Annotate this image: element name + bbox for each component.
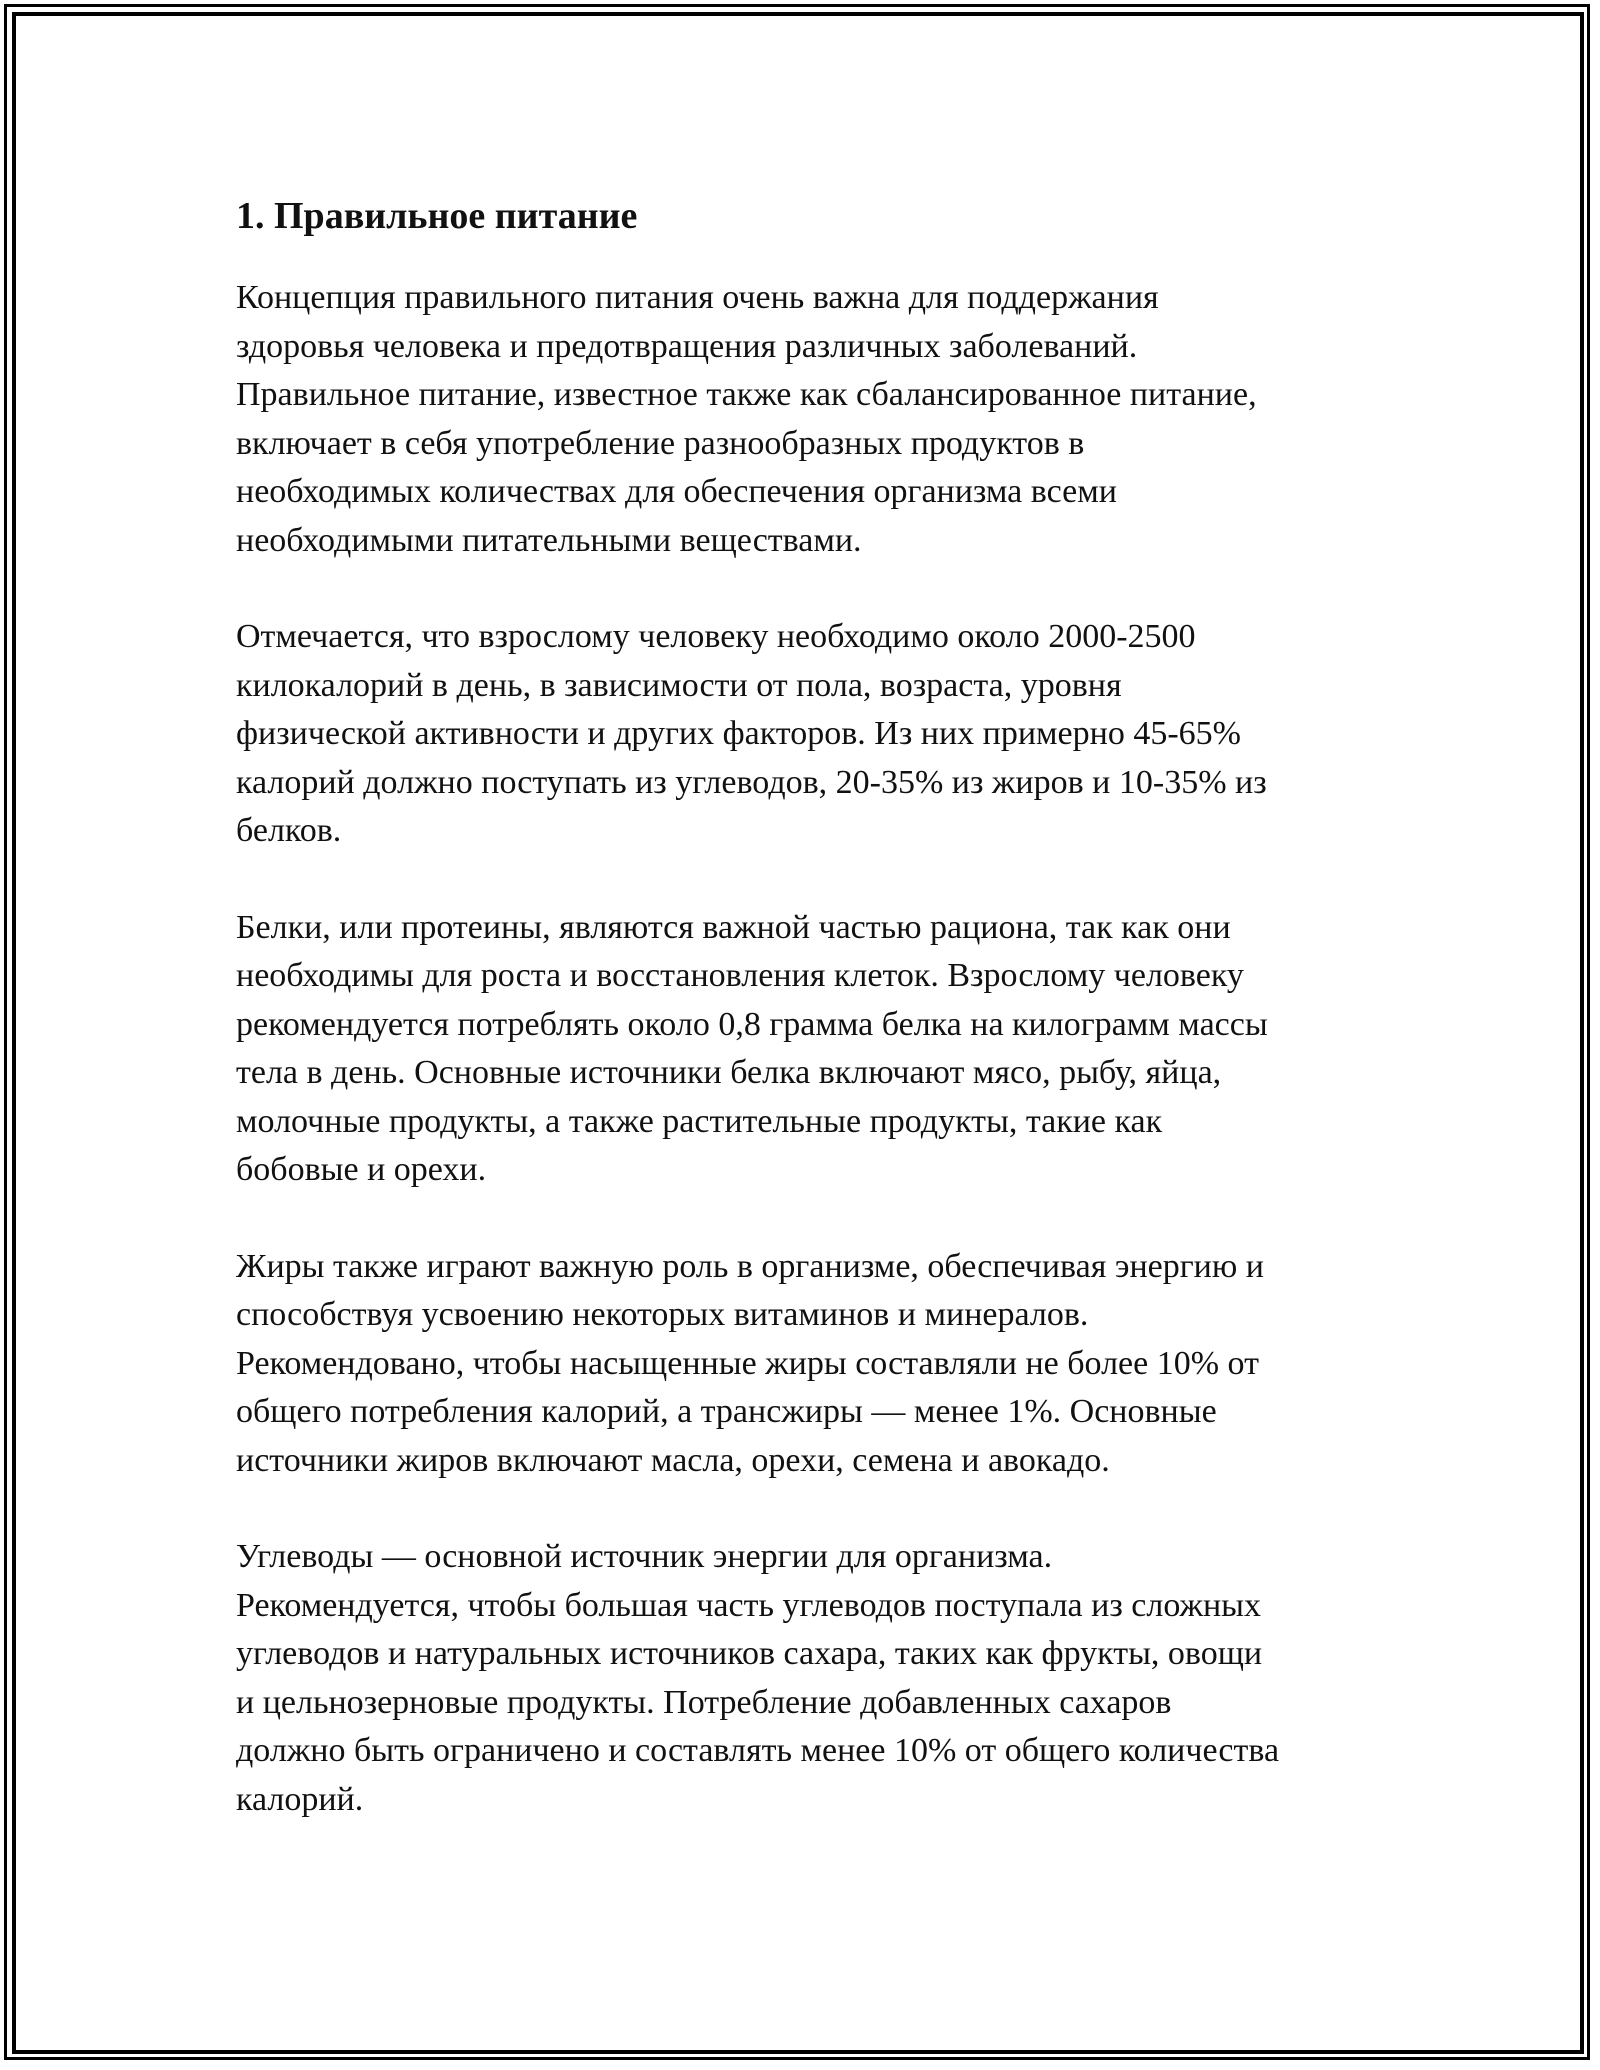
document-page: [236, 188, 1376, 1872]
paragraph-proteins: Белки, или протеины, являются важной частью рациона, так как они необходимы для роста и восстановления клеток. Взрослому человеку рекомендуется потреблять около 0,8 грамма белка на килограмм массы тела в день. Основные источники белка включают мясо, рыбу, яйца, молочные продукты, а также растительные продукты, такие как бобовые и орехи.: [236, 908, 1268, 1188]
paragraph-calories: Отмечается, что взрослому человеку необходимо около 2000-2500 килокалорий в день, в зависимости от пола, возраста, уровня физической активности и других факторов. Из них примерно 45-65% калорий должно поступать из углеводов, 20-35% из жиров и 10-35% из белков.: [236, 618, 1267, 849]
paragraph-carbohydrates: Углеводы — основной источник энергии для организма. Рекомендуется, чтобы большая часть углеводов поступала из сложных углеводов и натуральных источников сахара, таких как фрукты, овощи и цельнозерновые продукты. Потребление добавленных сахаров должно быть ограничено и составлять менее 10% от общего количества калорий.: [236, 1538, 1280, 1818]
section-heading: 1. Правильное питание: [236, 195, 638, 237]
paragraph-intro: Концепция правильного питания очень важна для поддержания здоровья человека и предотвращения различных заболеваний. Правильное питание, известное также как сбалансированное питание, включает в себя употребление разнообразных продуктов в необходимых количествах для обеспечения организма всеми необходимыми питательными веществами.: [236, 279, 1257, 559]
paragraph-fats: Жиры также играют важную роль в организме, обеспечивая энергию и способствуя усвоению некоторых витаминов и минералов. Рекомендовано, чтобы насыщенные жиры составляли не более 10% от общего потребления калорий, а трансжиры — менее 1%. Основные источники жиров включают масла, орехи, семена и авокадо.: [236, 1247, 1264, 1479]
